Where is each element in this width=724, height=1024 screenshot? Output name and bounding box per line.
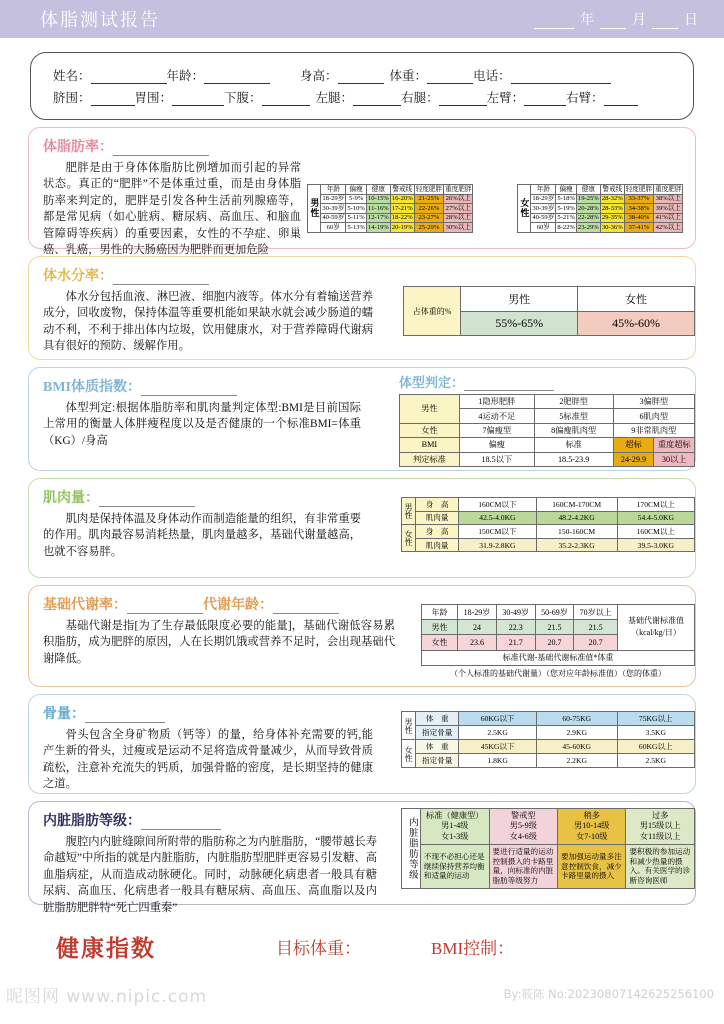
muscle-height-label: 身 高 <box>416 498 459 512</box>
col-age: 年龄 <box>321 185 346 195</box>
byline: By:筱陈 No:20230807142625256100 <box>503 987 714 1001</box>
water-female-value: 45%-60% <box>578 312 695 336</box>
water-table <box>403 286 695 336</box>
muscle-title: 肌肉量： <box>43 491 99 506</box>
weight-label: 体重： <box>389 69 428 83</box>
muscle-value-input[interactable] <box>99 494 195 507</box>
month-label: 月 <box>632 13 646 28</box>
body-fat-title: 体脂肪率： <box>43 140 113 155</box>
page-header <box>0 0 724 38</box>
body-fat-value-input[interactable] <box>113 143 209 156</box>
body-fat-description: 肥胖是由于身体体脂肪比例增加而引起的异常状态。真正的“肥胖”不是体重过重，而是由身体脂肪率来判定的，肥胖是引发各种生活前列腺癌等，都是常见病（如心脏病、糖尿病、高血压、和脑血管障碍等疾病）的重要因素，女性的不孕症、卵巢癌、乳癌，男性的大肠癌因为肥胖而更加危险 <box>43 162 301 256</box>
table-row: 60岁 5-13% 14-19% 20-19% 25-29% 30%以上 <box>308 223 473 233</box>
bmr-female-label: 女性 <box>422 635 458 650</box>
col-thin: 偏瘦 <box>556 185 577 195</box>
visceral-table-wrap <box>401 808 695 889</box>
water-female-header: 女性 <box>578 287 695 312</box>
bmi-table-title: 体型判定： <box>399 375 465 390</box>
table-row: 30-39岁 5-19% 20-28% 28-33% 34-38% 39%以上 <box>518 204 683 214</box>
bone-female-label: 女性 <box>402 740 416 768</box>
table-row <box>402 844 695 888</box>
bmi-control-label: BMI控制： <box>431 939 515 958</box>
watermark: 昵图网 www.nipic.com <box>6 987 208 1007</box>
water-title-row <box>43 265 373 285</box>
lower-abdomen-label: 下腹： <box>224 91 262 105</box>
table-row: 60岁 8-22% 23-29% 30-36% 37-41% 42%以上 <box>518 223 683 233</box>
bone-male-label: 男性 <box>402 712 416 740</box>
table-row: BMI 偏瘦 标准 超标 重度超标 <box>400 438 695 452</box>
bone-table <box>401 711 695 768</box>
page-title: 体脂测试报告 <box>40 10 160 30</box>
footer-summary <box>28 930 696 963</box>
table-row: 女性 7偏瘦型 8偏瘦肌肉型 9非常肌肉型 <box>400 423 695 437</box>
bmi-value-input[interactable] <box>141 383 237 396</box>
muscle-table-wrap <box>401 497 695 552</box>
advice-standard: 不现不必担心还是继续保持营养均衡和适量的运动 <box>420 844 489 888</box>
col-healthy: 健康 <box>576 185 600 195</box>
age-label: 年龄： <box>166 69 205 83</box>
bone-value-input[interactable] <box>85 710 165 723</box>
personal-info-row-1 <box>53 66 671 84</box>
bmr-description: 基础代谢是指[为了生存最低限度必要的能量]，基础代谢低容易累积脂肪，成为肥胖的原因，人在长期饥饿或营养不足时，会出现基础代谢降低。 <box>43 620 395 665</box>
table-row: 男性 体 重 60KG以下 60-75KG 75KG以上 <box>402 712 695 726</box>
col-healthy: 健康 <box>366 185 390 195</box>
bmr-table-wrap <box>421 604 695 679</box>
bmi-description: 体型判定:根据体脂肪率和肌肉量判定体型:BMI是目前国际上常用的衡量人体胖瘦程度以及是否健康的一个标准BMI=体重（KG）/身高 <box>43 402 361 447</box>
body-fat-male-table <box>307 184 473 233</box>
section-body-fat <box>28 127 696 256</box>
name-label: 姓名： <box>53 69 91 83</box>
table-row: 30-39岁 5-10% 11-16% 17-21% 22-26% 27%以上 <box>308 204 473 214</box>
bmi-table-wrap <box>399 372 695 467</box>
bmi-std-label: BMI <box>400 438 460 452</box>
table-row: 4运动不足 5标准型 6肌肉型 <box>400 409 695 423</box>
stomach-label: 胃围： <box>134 91 173 105</box>
table-row: 男性 1隐形肥胖 2肥胖型 3偏胖型 <box>400 395 695 409</box>
table-row <box>422 650 695 665</box>
table-row: 40-59岁 5-11% 12-17% 18-22% 23-27% 28%以上 <box>308 213 473 223</box>
muscle-description: 肌肉是保持体温及身体动作而制造能量的组织，有非常重要的作用。肌肉最容易消耗热量，肌肉量越多，基础代谢量越高，也就不容易胖。 <box>43 513 361 558</box>
col-severe-obese: 重度肥胖 <box>655 185 682 193</box>
section-water <box>28 256 696 360</box>
visceral-description: 腹腔内内脏缝隙间所附带的脂肪称之为内脏脂肪，“腰带越长寿命越短”中所指的就是内脏脂肪，内脏脂肪型肥胖更容易引发糖、高血脂病症，从而造成动脉硬化。同时，动脉硬化病患者一般具有糖尿病、高血压、化病患者一般具有糖尿病、高血压、高血脂以及内脏脂肪肥胖特“死亡四重秦” <box>43 836 377 914</box>
bmi-title: BMI体质指数： <box>43 380 141 395</box>
grade-slightly-high: 稍多 男10-14级 女7-10级 <box>558 809 626 845</box>
bone-title-row <box>43 703 373 723</box>
muscle-amount-label: 肌肉量 <box>416 511 459 525</box>
table-row: 女性 身 高 150CM以下 150-160CM 160CM以上 <box>402 525 695 539</box>
metabolic-age-title: 代谢年龄： <box>203 598 273 613</box>
visceral-table <box>401 808 695 889</box>
bmr-note: （个人标准的基础代谢量）（您对应年龄标准值）（您的体重） <box>450 668 666 678</box>
advice-too-high: 要积极的参加运动和减少热量的摄入。有关医学的诊断咨询医师 <box>626 844 695 888</box>
water-title: 体水分率： <box>43 269 113 284</box>
table-row: 18-29岁 5-18% 19-25% 28-32% 33-37% 38%以上 <box>518 194 683 204</box>
table-row: 女性 体 重 45KG以下 45-60KG 60KG以上 <box>402 740 695 754</box>
target-weight-label: 目标体重： <box>276 939 361 958</box>
water-male-header: 男性 <box>461 287 578 312</box>
bmr-std-label: 基础代谢标准值 （kcal/kg/日） <box>618 605 695 651</box>
year-label: 年 <box>580 13 594 28</box>
water-table-wrap <box>403 286 695 336</box>
male-label: 男性 <box>308 185 321 233</box>
section-bmi <box>28 367 696 471</box>
left-leg-label: 左腿： <box>315 91 354 105</box>
navel-label: 脐围： <box>53 91 91 105</box>
bmi-std-label2: 判定标准 <box>400 452 460 466</box>
col-severe-obese: 重度肥胖 <box>445 185 472 193</box>
water-row-label: 占体重的% <box>404 287 461 336</box>
col-mild-obese: 轻度肥胖 <box>625 185 653 193</box>
date-field[interactable] <box>534 9 698 29</box>
bmr-title-row <box>43 594 395 614</box>
water-value-input[interactable] <box>113 272 209 285</box>
table-row: 肌肉量 42.5-4.0KG 48.2-4.2KG 54.4-5.0KG <box>402 511 695 525</box>
table-row: 女性 23.6 21.7 20.7 20.7 <box>422 635 695 650</box>
visceral-title: 内脏脂肪等级： <box>43 814 141 829</box>
right-arm-label: 右臂： <box>566 91 604 105</box>
visceral-side-label: 内脏脂肪等级 <box>402 809 421 889</box>
grade-warning: 警戒型 男5-9级 女4-6级 <box>489 809 557 845</box>
left-arm-label: 左臂： <box>486 91 525 105</box>
table-row <box>402 809 695 845</box>
body-fat-female-table-wrap <box>517 184 683 233</box>
phone-label: 电话： <box>473 69 511 83</box>
bmr-table <box>421 604 695 666</box>
bmi-title-row <box>43 376 361 396</box>
table-row: 18-29岁 5-9% 10-15% 16-20% 21-25% 26%以上 <box>308 194 473 204</box>
table-row: 40-59岁 5-21% 22-28% 29-35% 38-40% 41%以上 <box>518 213 683 223</box>
col-warning: 警戒线 <box>390 185 414 195</box>
bone-weight-label: 体 重 <box>416 712 459 726</box>
bone-table-wrap <box>401 711 695 768</box>
grade-too-high: 过多 男15级以上 女11级以上 <box>626 809 695 845</box>
body-type-input[interactable] <box>464 378 554 391</box>
table-row: 男性 身 高 160CM以下 160CM-170CM 170CM以上 <box>402 498 695 512</box>
col-age: 年龄 <box>531 185 556 195</box>
table-row: 男性 24 22.3 21.5 21.5 <box>422 620 695 635</box>
bmr-value-input[interactable] <box>127 601 203 614</box>
health-index-label: 健康指数 <box>56 936 156 961</box>
table-row: 指定骨量 2.5KG 2.9KG 3.5KG <box>402 726 695 740</box>
bmi-female-label: 女性 <box>400 423 460 437</box>
bmi-table-title-row <box>399 372 695 391</box>
advice-slightly-high: 要加强运动量多注意控制饮食，减少卡路里量的摄入 <box>558 844 626 888</box>
body-fat-title-row <box>43 136 299 156</box>
visceral-title-row <box>43 810 373 830</box>
personal-info-box <box>30 52 694 120</box>
bmr-formula: 标准代谢-基础代谢标准值*体重 <box>422 650 695 665</box>
body-fat-male-table-wrap <box>307 184 473 233</box>
section-bmr <box>28 585 696 687</box>
metabolic-age-input[interactable] <box>273 601 339 614</box>
section-bone <box>28 694 696 794</box>
section-visceral <box>28 801 696 914</box>
muscle-title-row <box>43 487 361 507</box>
table-row: 判定标准 18.5以下 18.5-23.9 24-29.9 30以上 <box>400 452 695 466</box>
muscle-table <box>401 497 695 552</box>
visceral-value-input[interactable] <box>141 817 221 830</box>
water-description: 体水分包括血液、淋巴液、细胞内液等。体水分有着输送营养成分，回收废物，保持体温等重要机能如果缺水就会减少肠道的蠕动不利，不利于排出体内垃圾，饮用健康水，对于营养障碍代谢病具有很好的预防、缓解作用。 <box>43 291 373 353</box>
table-row: 肌肉量 31.9-2.8KG 35.2-2.3KG 39.5-3.0KG <box>402 538 695 552</box>
personal-info-row-2 <box>53 88 671 106</box>
table-row: 指定骨量 1.8KG 2.2KG 2.5KG <box>402 754 695 768</box>
height-label: 身高： <box>300 69 338 83</box>
col-thin: 偏瘦 <box>346 185 367 195</box>
day-label: 日 <box>684 13 698 28</box>
bone-description: 骨头包含全身矿物质（钙等）的量，给身体补充需要的钙,能产生新的骨头，过瘦或是运动不足将造成骨量减少，从而导致骨质疏松，注意补充流失的钙质，加强骨骼的密度，是长期坚持的健康之道。 <box>43 729 373 791</box>
col-mild-obese: 轻度肥胖 <box>415 185 443 193</box>
body-fat-female-table <box>517 184 683 233</box>
col-warning: 警戒线 <box>600 185 624 195</box>
bmi-table <box>399 394 695 467</box>
advice-warning: 要进行适量的运动控制摄入的卡路里量，向标准的内脏脂肪等级努力 <box>489 844 557 888</box>
bmr-age-label: 年龄 <box>422 605 458 620</box>
female-label: 女性 <box>518 185 531 233</box>
bone-title: 骨量： <box>43 707 85 722</box>
bone-amount-label: 指定骨量 <box>416 726 459 740</box>
grade-standard: 标准（健康型） 男1-4级 女1-3级 <box>420 809 489 845</box>
bmr-male-label: 男性 <box>422 620 458 635</box>
bmi-male-label: 男性 <box>400 395 460 424</box>
section-muscle <box>28 478 696 578</box>
table-row: 年龄 18-29岁 30-49岁 50-69岁 70岁以上 基础代谢标准值 （kcal/kg/日） <box>422 605 695 620</box>
right-leg-label: 右腿： <box>401 91 439 105</box>
bmr-title: 基础代谢率： <box>43 598 127 613</box>
muscle-female-label: 女性 <box>402 525 416 552</box>
muscle-male-label: 男性 <box>402 498 416 525</box>
water-male-value: 55%-65% <box>461 312 578 336</box>
